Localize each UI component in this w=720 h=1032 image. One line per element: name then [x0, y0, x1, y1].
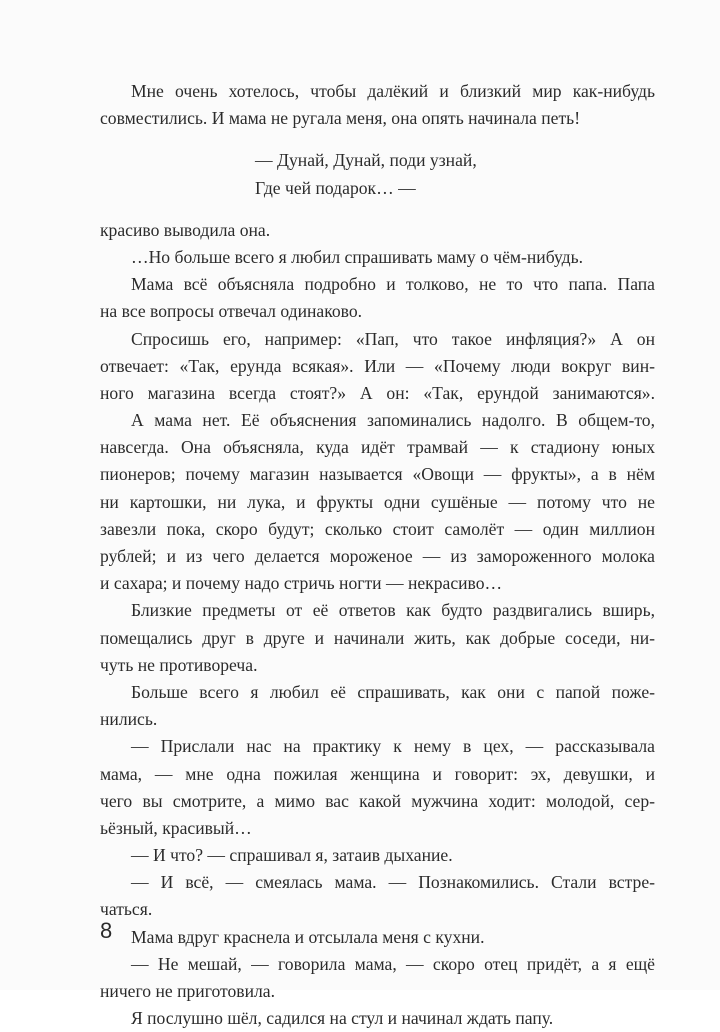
text-line: ьёзный, красивый…: [100, 817, 252, 838]
text-line: совместились. И мама не ругала меня, она опять начинала петь!: [100, 108, 581, 129]
text-line: помещались друг в друге и начинали жить, как добрые соседи, ни-: [100, 627, 655, 648]
text-line: нились.: [100, 709, 158, 730]
text-line: мама, — мне одна пожилая женщина и говорит: эх, девушки, и: [100, 763, 655, 784]
text-line: на все вопросы отвечал одинаково.: [100, 301, 363, 322]
body-text: [100, 78, 655, 1032]
text-line: ного магазина всегда стоят?» А он: «Так, ерундой занимаются».: [100, 382, 655, 403]
text-line: Мама вдруг краснела и отсылала меня с кухни.: [131, 926, 485, 947]
text-line: ни картошки, ни лука, и фрукты одни сушёные — потому что не: [100, 491, 655, 512]
text-line: красиво выводила она.: [100, 219, 271, 240]
text-line: Мне очень хотелось, чтобы далёкий и близкий мир как-нибудь: [131, 81, 655, 101]
text-line: — И всё, — смеялась мама. — Познакомились. Стали встре-: [131, 872, 655, 893]
text-line: пионеров; почему магазин называется «Овощи — фрукты», а в нём: [100, 464, 655, 485]
text-line: и сахара; и почему надо стричь ногти — некрасиво…: [100, 573, 503, 594]
text-line: Мама всё объясняла подробно и толково, не то что папа. Папа: [131, 274, 655, 295]
text-line: А мама нет. Её объяснения запоминались надолго. В общем-то,: [131, 410, 655, 431]
text-line: навсегда. Она объясняла, куда идёт трамвай — к стадиону юных: [100, 437, 655, 458]
text-line: отвечает: «Так, ерунда всякая». Или — «Почему люди вокруг вин-: [100, 355, 655, 376]
text-line: Близкие предметы от её ответов как будто раздвигались вширь,: [131, 600, 655, 621]
text-line: чуть не противореча.: [100, 654, 258, 675]
text-line: рублей; и из чего делается мороженое — из замороженного молока: [100, 546, 655, 566]
text-line: — Не мешай, — говорила мама, — скоро отец придёт, а я ещё: [131, 953, 655, 974]
page-number: 8: [100, 918, 113, 943]
poem-quote: [100, 147, 655, 201]
text-line: — Прислали нас на практику к нему в цех, — рассказывала: [131, 736, 655, 757]
poem-line: — Дунай, Дунай, поди узнай,: [255, 150, 477, 171]
poem-line: Где чей подарок… —: [255, 177, 416, 198]
text-line: завезли пока, скоро будут; сколько стоит самолёт — один миллион: [100, 518, 655, 539]
text-line: чаться.: [100, 899, 153, 920]
text-line: — И что? — спрашивал я, затаив дыхание.: [131, 845, 453, 866]
text-line: ничего не приготовила.: [100, 981, 276, 1001]
text-line: чего вы смотрите, а мимо вас какой мужчина ходит: молодой, сер-: [100, 790, 655, 811]
text-line: Спросишь его, например: «Пап, что такое инфляция?» А он: [131, 328, 655, 349]
text-line: Больше всего я любил её спрашивать, как они с папой поже-: [131, 681, 655, 702]
text-line: Я послушно шёл, садился на стул и начинал ждать папу.: [131, 1008, 554, 1029]
text-line: …Но больше всего я любил спрашивать маму о чём-нибудь.: [131, 246, 584, 267]
